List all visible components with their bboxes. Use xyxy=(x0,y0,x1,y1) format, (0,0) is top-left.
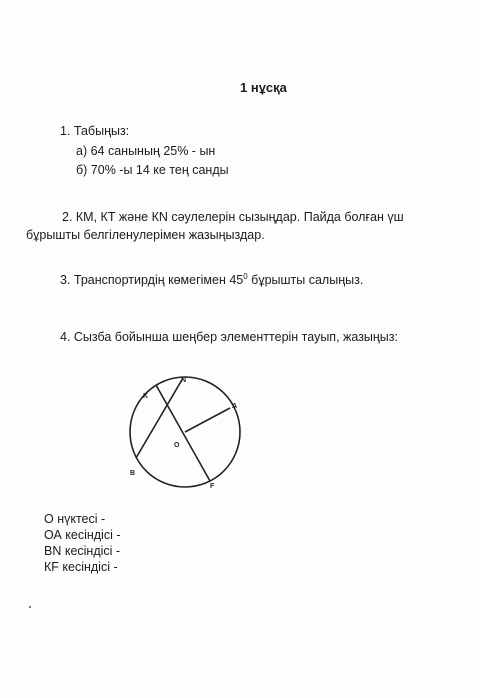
label-o: O xyxy=(174,442,180,449)
task1-item-a: а) 64 санының 25% - ын xyxy=(76,144,216,158)
task4-text: 4. Сызба бойынша шеңбер элементтерін тауып, жазыңыз: xyxy=(60,330,399,344)
label-f: F xyxy=(210,483,215,490)
label-n: N xyxy=(181,377,187,384)
answer-o-point: О нүктесі - xyxy=(44,512,106,526)
task2-line2: бұрышты белгіленулерімен жазыңыздар. xyxy=(26,228,265,242)
stray-dot xyxy=(29,606,31,608)
task2-line1: 2. КМ, КТ және КN сәулелерін сызыңдар. Пайда болған үш xyxy=(62,210,404,224)
answer-bn: ВN кесіндісі - xyxy=(44,544,121,558)
task3-degree-sup: 0 xyxy=(243,272,248,281)
task3-before: 3. Транспортирдің көмегімен 45 xyxy=(60,273,244,288)
label-b: B xyxy=(130,470,136,477)
task1-heading: 1. Табыңыз: xyxy=(60,124,130,138)
label-k: K xyxy=(143,393,149,400)
answer-oa: ОА кесіндісі - xyxy=(44,528,121,542)
task3-after: бұрышты салыңыз. xyxy=(247,273,364,288)
label-a: A xyxy=(232,403,238,410)
chord-kf xyxy=(156,385,210,481)
answer-kf: КF кесіндісі - xyxy=(44,560,118,574)
variant-title: 1 нұсқа xyxy=(240,80,287,95)
segment-oa xyxy=(185,408,230,432)
task1-item-b: б) 70% -ы 14 ке тең санды xyxy=(76,163,229,177)
